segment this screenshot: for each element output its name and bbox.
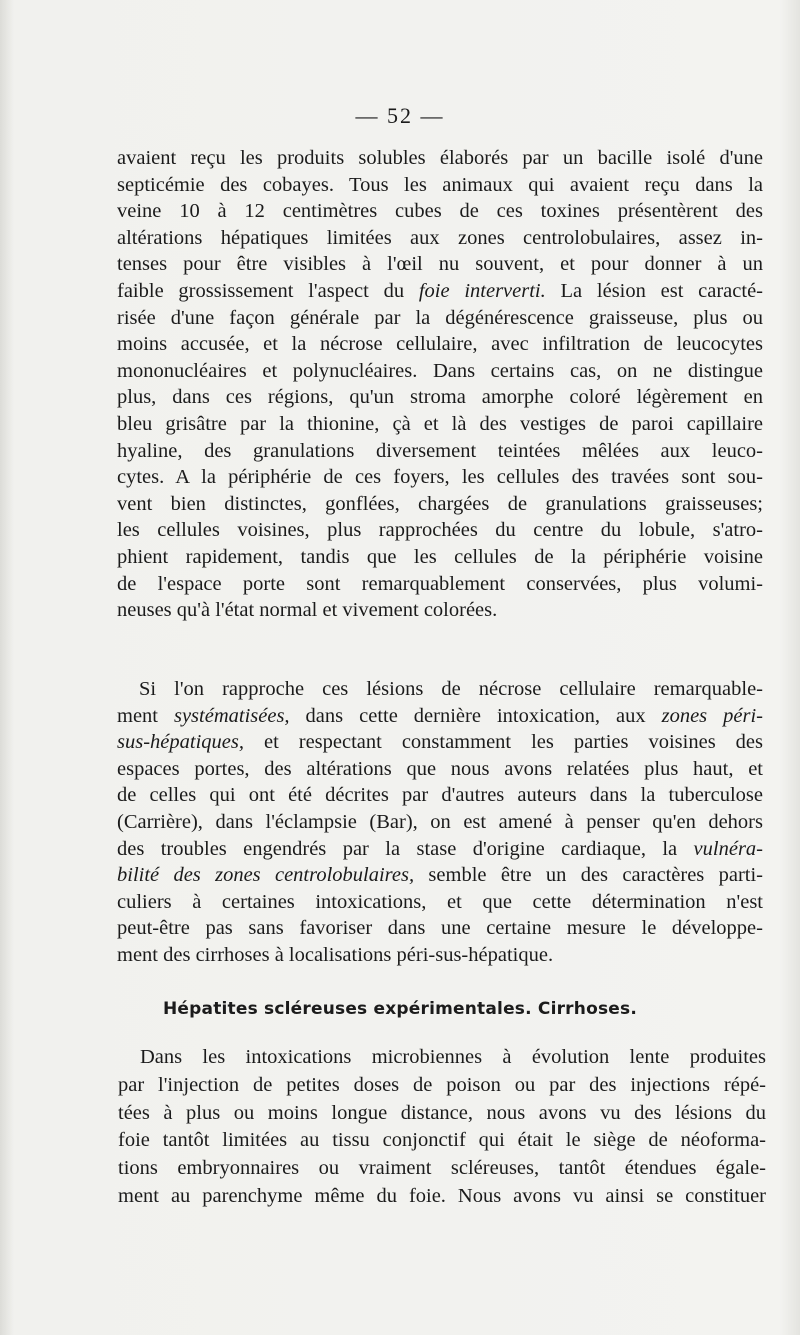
- text-line: Si l'on rapproche ces lésions de nécrose cellulaire remarquable-: [139, 678, 763, 700]
- italic-term: bilité des zones centrolobulaires,: [117, 864, 415, 887]
- text-line: de l'espace porte sont remarquablement conservées, plus volumi-: [117, 572, 763, 595]
- text-line: [117, 703, 763, 730]
- text-line: [117, 862, 763, 889]
- text-run: faible grossissement l'aspect du: [117, 279, 419, 302]
- text-line: cytes. A la périphérie de ces foyers, les cellules des travées sont sou-: [117, 466, 763, 489]
- text-run: semble être un des caractères parti-: [414, 864, 763, 887]
- text-line: par l'injection de petites doses de poison ou par des injections répé-: [118, 1073, 766, 1096]
- text-line: [117, 729, 763, 756]
- text-line: risée d'une façon générale par la dégénérescence graisseuse, plus ou: [117, 306, 763, 329]
- text-run: et respectant constamment les parties voisines des: [243, 731, 763, 754]
- text-line: moins accusée, et la nécrose cellulaire, avec infiltration de leucocytes: [117, 333, 763, 356]
- page-number: — 52 —: [355, 103, 445, 128]
- text-line: tions embryonnaires ou vraiment scléreuses, tantôt étendues égale-: [118, 1157, 766, 1180]
- italic-term: systématisées,: [173, 704, 290, 727]
- paragraph-3: [118, 1044, 766, 1211]
- italic-term: foie interverti.: [418, 279, 546, 302]
- italic-term: zones péri-: [661, 704, 763, 727]
- italic-term: vulnéra-: [693, 837, 763, 860]
- text-run: des troubles engendrés par la stase d'origine cardiaque, la: [117, 837, 694, 860]
- text-line: phient rapidement, tandis que les cellules de la périphérie voisine: [117, 545, 763, 568]
- text-line: septicémie des cobayes. Tous les animaux qui avaient reçu dans la: [117, 173, 763, 196]
- text-line: bleu grisâtre par la thionine, çà et là des vestiges de paroi capillaire: [117, 412, 763, 435]
- text-run: La lésion est caracté-: [545, 279, 764, 302]
- text-line: culiers à certaines intoxications, et que cette détermination n'est: [117, 890, 763, 913]
- text-line: plus, dans ces régions, qu'un stroma amorphe coloré légèrement en: [117, 386, 763, 409]
- text-line: vent bien distinctes, gonflées, chargées de granulations graisseuses;: [117, 492, 763, 515]
- text-line: [117, 278, 763, 305]
- text-line: neuses qu'à l'état normal et vivement colorées.: [117, 599, 498, 622]
- text-line: peut-être pas sans favoriser dans une certaine mesure le développe-: [117, 917, 763, 940]
- text-line: (Carrière), dans l'éclampsie (Bar), on est amené à penser qu'en dehors: [117, 810, 763, 833]
- paragraph-1: [117, 145, 763, 624]
- text-line: foie tantôt limitées au tissu conjonctif qui était le siège de néoforma-: [118, 1129, 766, 1152]
- section-heading: Hépatites scléreuses expérimentales. Cirrhoses.: [163, 999, 637, 1019]
- text-line: avaient reçu les produits solubles élaborés par un bacille isolé d'une: [117, 147, 763, 169]
- text-run: ment: [117, 704, 174, 727]
- paragraph-2: [117, 676, 763, 969]
- text-line: de celles qui ont été décrites par d'autres auteurs dans la tuberculose: [117, 784, 763, 807]
- text-line: ment au parenchyme même du foie. Nous avons vu ainsi se constituer: [118, 1184, 766, 1207]
- text-line: veine 10 à 12 centimètres cubes de ces toxines présentèrent des: [117, 200, 763, 223]
- italic-term: sus-hépatiques,: [117, 731, 244, 754]
- text-run: dans cette dernière intoxication, aux: [289, 704, 662, 727]
- text-line: [117, 836, 763, 863]
- text-line: tenses pour être visibles à l'œil nu souvent, et pour donner à un: [117, 253, 763, 276]
- text-line: altérations hépatiques limitées aux zones centrolobulaires, assez in-: [117, 226, 763, 249]
- text-line: hyaline, des granulations diversement teintées mêlées aux leuco-: [117, 439, 763, 462]
- text-line: tées à plus ou moins longue distance, nous avons vu des lésions du: [118, 1101, 766, 1124]
- text-line: ment des cirrhoses à localisations péri-sus-hépatique.: [117, 943, 554, 966]
- text-line: Dans les intoxications microbiennes à évolution lente produites: [140, 1046, 766, 1068]
- text-line: espaces portes, des altérations que nous avons relatées plus haut, et: [117, 757, 763, 780]
- text-line: mononucléaires et polynucléaires. Dans certains cas, on ne distingue: [117, 359, 763, 382]
- text-line: les cellules voisines, plus rapprochées du centre du lobule, s'atro-: [117, 519, 763, 542]
